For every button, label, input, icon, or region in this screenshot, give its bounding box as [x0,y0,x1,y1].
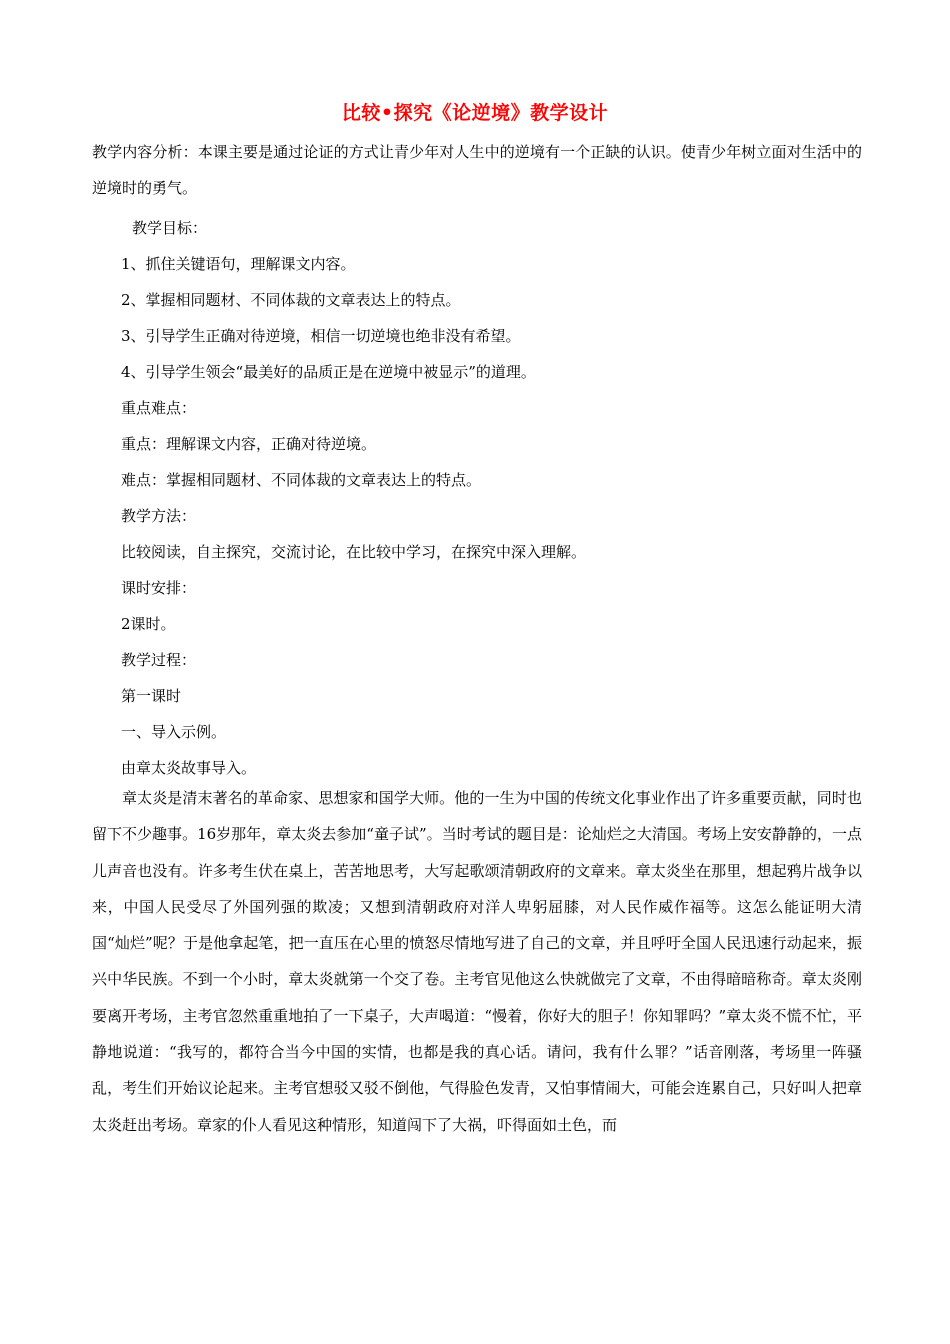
key-points-heading: 重点难点： [121,399,197,417]
section-text: 由章太炎故事导入。 [121,759,257,777]
difficult-point: 难点：掌握相同题材、不同体裁的文章表达上的特点。 [121,471,482,489]
first-lesson-heading: 第一课时 [121,687,182,705]
goal-item: 1、抓住关键语句，理解课文内容。 [121,255,356,273]
goal-item: 3、引导学生正确对待逆境，相信一切逆境也绝非没有希望。 [121,327,521,345]
schedule-text: 2课时。 [121,615,176,633]
document-title: 比较•探究《论逆境》教学设计 [341,102,609,124]
key-point: 重点：理解课文内容，正确对待逆境。 [121,435,377,453]
teaching-method-heading: 教学方法： [121,507,197,525]
schedule-heading: 课时安排： [121,579,197,597]
story-paragraph: 章太炎是清末著名的革命家、思想家和国学大师。他的一生为中国的传统文化事业作出了许多重要贡献，同时也留下不少趣事。16岁那年，章太炎去参加“童子试”。当时考试的题目是：论灿烂之大清国。考场上安安静静的，一点儿声音也没有。许多考生伏在桌上，苦苦地思考，大写起歌颂清朝政府的文章来。章太炎坐在那里，想起鸦片战争以来，中国人民受尽了外国列强的欺凌；又想到清朝政府对洋人卑躬屈膝，对人民作威作福等。这怎么能证明大清国“灿烂”呢？于是他拿起笔，把一直压在心里的愤怒尽情地写进了自己的文章，并且呼吁全国人民迅速行动起来，振兴中华民族。不到一个小时，章太炎就第一个交了卷。主考官见他这么快就做完了文章，不由得暗暗称奇。章太炎刚要离开考场，主考官忽然重重地拍了一下桌子，大声喝道：“慢着，你好大的胆子！你知罪吗？”章太炎不慌不忙，平静地说道：“我写的，都符合当今中国的实情，也都是我的真心话。请问，我有什么罪？”话音刚落，考场里一阵骚乱，考生们开始议论起来。主考官想驳又驳不倒他，气得脸色发青，又怕事情闹大，可能会连累自己，只好叫人把章太炎赶出考场。章家的仆人看见这种情形，知道闯下了大祸，吓得面如土色，而 [92,789,862,1134]
goal-item: 2、掌握相同题材、不同体裁的文章表达上的特点。 [121,291,461,309]
process-heading: 教学过程： [121,651,197,669]
teaching-goals-heading: 教学目标： [132,219,208,237]
content-analysis-paragraph: 教学内容分析：本课主要是通过论证的方式让青少年对人生中的逆境有一个正缺的认识。使青少年树立面对生活中的逆境时的勇气。 [92,143,862,197]
section-heading: 一、导入示例。 [121,723,227,741]
goal-item: 4、引导学生领会“最美好的品质正是在逆境中被显示”的道理。 [121,363,536,381]
lesson-outline [121,210,861,786]
teaching-method-text: 比较阅读，自主探究，交流讨论，在比较中学习，在探究中深入理解。 [121,543,587,561]
